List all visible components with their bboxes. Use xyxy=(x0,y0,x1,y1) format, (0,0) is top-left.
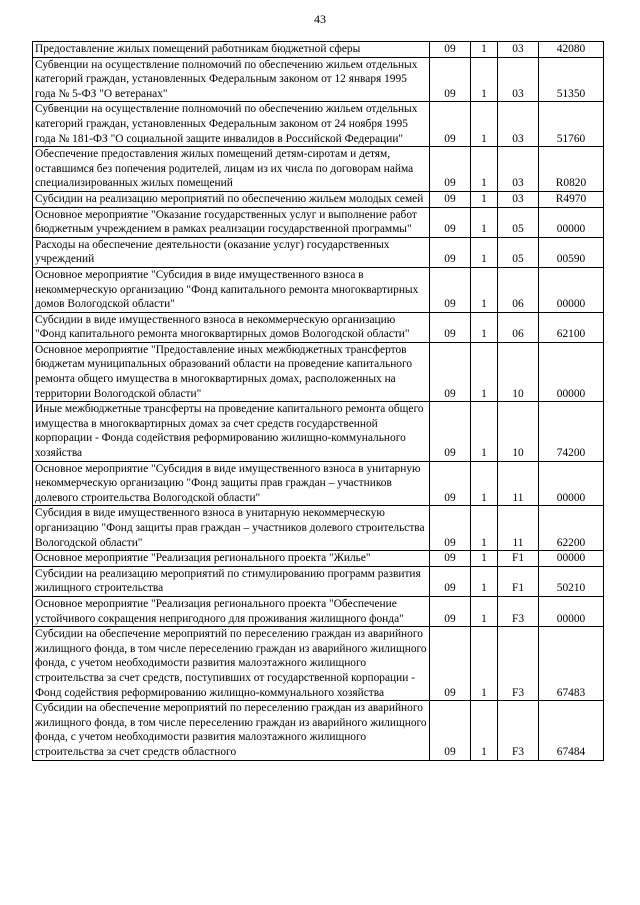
row-description: Субсидии в виде имущественного взноса в некоммерческую организацию "Фонд капитального ремонта многоквартирных домов Вологодской области" xyxy=(33,312,430,342)
code-event: 11 xyxy=(498,506,539,551)
table-row xyxy=(33,147,604,192)
code-subprogram: 1 xyxy=(471,342,498,401)
row-description: Субсидии на обеспечение мероприятий по переселению граждан из аварийного жилищного фонда, в том числе переселению граждан из аварийного жилищного фонда, с учетом необходимости развития малоэтажного жилищного строительства за счет средств, поступивших от государственной корпорации - Фонд содействия реформированию жилищно-коммунального хозяйства xyxy=(33,627,430,701)
table-row xyxy=(33,461,604,506)
code-event: 10 xyxy=(498,342,539,401)
code-event: 03 xyxy=(498,57,539,102)
table-row xyxy=(33,342,604,401)
code-subprogram: 1 xyxy=(471,237,498,267)
table-body xyxy=(33,42,604,761)
code-direction: 00000 xyxy=(539,551,604,567)
table-row xyxy=(33,627,604,701)
code-program: 09 xyxy=(430,627,471,701)
code-event: 11 xyxy=(498,461,539,506)
code-program: 09 xyxy=(430,596,471,626)
code-direction: 51350 xyxy=(539,57,604,102)
code-subprogram: 1 xyxy=(471,402,498,461)
code-direction: 00000 xyxy=(539,207,604,237)
table-row xyxy=(33,237,604,267)
table-row xyxy=(33,566,604,596)
code-direction: 00000 xyxy=(539,267,604,312)
table-row xyxy=(33,191,604,207)
code-direction: 00590 xyxy=(539,237,604,267)
code-subprogram: 1 xyxy=(471,701,498,760)
code-direction: 67483 xyxy=(539,627,604,701)
code-program: 09 xyxy=(430,566,471,596)
row-description: Субсидия в виде имущественного взноса в унитарную некоммерческую организацию "Фонд защиты прав граждан – участников долевого строительства Вологодской области" xyxy=(33,506,430,551)
code-program: 09 xyxy=(430,551,471,567)
code-program: 09 xyxy=(430,207,471,237)
code-event: F3 xyxy=(498,596,539,626)
code-program: 09 xyxy=(430,42,471,58)
code-event: 05 xyxy=(498,237,539,267)
table-row xyxy=(33,506,604,551)
code-event: 03 xyxy=(498,147,539,192)
code-event: 05 xyxy=(498,207,539,237)
row-description: Субсидии на реализацию мероприятий по стимулированию программ развития жилищного строительства xyxy=(33,566,430,596)
code-subprogram: 1 xyxy=(471,147,498,192)
table-row xyxy=(33,102,604,147)
row-description: Субсидии на реализацию мероприятий по обеспечению жильем молодых семей xyxy=(33,191,430,207)
table-row xyxy=(33,312,604,342)
row-description: Основное мероприятие "Предоставление иных межбюджетных трансфертов бюджетам муниципальных образований области на проведение капитального ремонта общего имущества в многоквартирных домах, расположенных на территории Вологодской области" xyxy=(33,342,430,401)
code-subprogram: 1 xyxy=(471,207,498,237)
code-direction: 00000 xyxy=(539,596,604,626)
code-program: 09 xyxy=(430,701,471,760)
code-direction: 00000 xyxy=(539,342,604,401)
code-subprogram: 1 xyxy=(471,267,498,312)
code-program: 09 xyxy=(430,237,471,267)
table-row xyxy=(33,551,604,567)
code-program: 09 xyxy=(430,342,471,401)
code-subprogram: 1 xyxy=(471,596,498,626)
code-subprogram: 1 xyxy=(471,461,498,506)
row-description: Предоставление жилых помещений работникам бюджетной сферы xyxy=(33,42,430,58)
code-event: 10 xyxy=(498,402,539,461)
code-direction: R4970 xyxy=(539,191,604,207)
code-program: 09 xyxy=(430,147,471,192)
code-program: 09 xyxy=(430,57,471,102)
row-description: Обеспечение предоставления жилых помещений детям-сиротам и детям, оставшимся без попечения родителей, лицам из их числа по договорам найма специализированных жилых помещений xyxy=(33,147,430,192)
row-description: Основное мероприятие "Оказание государственных услуг и выполнение работ бюджетным учреждением в рамках реализации государственной программы" xyxy=(33,207,430,237)
code-program: 09 xyxy=(430,191,471,207)
table-row xyxy=(33,596,604,626)
table-row xyxy=(33,701,604,760)
code-subprogram: 1 xyxy=(471,627,498,701)
row-description: Субвенции на осуществление полномочий по обеспечению жильем отдельных категорий граждан, установленных Федеральным законом от 12 января 1995 года № 5-ФЗ "О ветеранах" xyxy=(33,57,430,102)
row-description: Расходы на обеспечение деятельности (оказание услуг) государственных учреждений xyxy=(33,237,430,267)
code-event: 03 xyxy=(498,42,539,58)
row-description: Субсидии на обеспечение мероприятий по переселению граждан из аварийного жилищного фонда, в том числе переселению граждан из аварийного жилищного фонда, с учетом необходимости развития малоэтажного жилищного строительства за счет средств областного xyxy=(33,701,430,760)
code-direction: 62200 xyxy=(539,506,604,551)
code-subprogram: 1 xyxy=(471,42,498,58)
code-direction: 00000 xyxy=(539,461,604,506)
row-description: Основное мероприятие "Субсидия в виде имущественного взноса в унитарную некоммерческую организацию "Фонд защиты прав граждан – участников долевого строительства Вологодской области" xyxy=(33,461,430,506)
table-row xyxy=(33,267,604,312)
row-description: Основное мероприятие "Реализация регионального проекта "Обеспечение устойчивого сокращения непригодного для проживания жилищного фонда" xyxy=(33,596,430,626)
row-description: Основное мероприятие "Субсидия в виде имущественного взноса в некоммерческую организацию "Фонд капитального ремонта многоквартирных домов Вологодской области" xyxy=(33,267,430,312)
code-subprogram: 1 xyxy=(471,102,498,147)
code-program: 09 xyxy=(430,312,471,342)
row-description: Субвенции на осуществление полномочий по обеспечению жильем отдельных категорий граждан, установленных Федеральным законом от 24 ноября 1995 года № 181-ФЗ "О социальной защите инвалидов в Российской Федерации" xyxy=(33,102,430,147)
table-row xyxy=(33,57,604,102)
code-event: F3 xyxy=(498,701,539,760)
row-description: Иные межбюджетные трансферты на проведение капитального ремонта общего имущества в многоквартирных домах за счет средств государственной корпорации - Фонда содействия реформированию жилищно-коммунального хозяйства xyxy=(33,402,430,461)
code-subprogram: 1 xyxy=(471,312,498,342)
code-direction: 50210 xyxy=(539,566,604,596)
table-row xyxy=(33,42,604,58)
page-number: 43 xyxy=(314,12,326,26)
table-row xyxy=(33,207,604,237)
code-subprogram: 1 xyxy=(471,506,498,551)
code-program: 09 xyxy=(430,402,471,461)
code-program: 09 xyxy=(430,102,471,147)
code-event: F1 xyxy=(498,566,539,596)
code-direction: 67484 xyxy=(539,701,604,760)
code-program: 09 xyxy=(430,506,471,551)
code-event: 06 xyxy=(498,312,539,342)
code-subprogram: 1 xyxy=(471,57,498,102)
code-subprogram: 1 xyxy=(471,551,498,567)
budget-table xyxy=(32,41,604,761)
code-subprogram: 1 xyxy=(471,566,498,596)
row-description: Основное мероприятие "Реализация регионального проекта "Жилье" xyxy=(33,551,430,567)
code-direction: 74200 xyxy=(539,402,604,461)
code-direction: 42080 xyxy=(539,42,604,58)
table-row xyxy=(33,402,604,461)
code-direction: 51760 xyxy=(539,102,604,147)
code-event: F1 xyxy=(498,551,539,567)
code-event: F3 xyxy=(498,627,539,701)
code-event: 03 xyxy=(498,191,539,207)
code-direction: R0820 xyxy=(539,147,604,192)
code-event: 06 xyxy=(498,267,539,312)
code-program: 09 xyxy=(430,461,471,506)
code-subprogram: 1 xyxy=(471,191,498,207)
code-program: 09 xyxy=(430,267,471,312)
code-event: 03 xyxy=(498,102,539,147)
code-direction: 62100 xyxy=(539,312,604,342)
